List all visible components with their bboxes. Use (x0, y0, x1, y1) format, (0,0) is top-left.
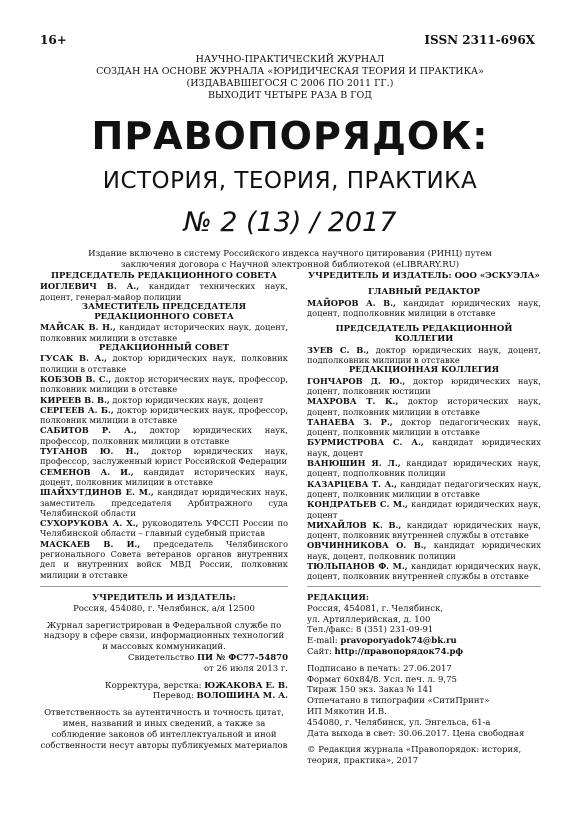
council-heading: РЕДАКЦИОННЫЙ СОВЕТ (98, 343, 230, 354)
issn: ISSN 2311-696X (424, 33, 535, 47)
council-member: СЕМЕНОВ А. И., кандидат исторических наук, доцент, полковник милиции в отставке (40, 466, 288, 487)
registration-note: Журнал зарегистрирован в Федеральной службе по надзору в сфере связи, информационных технологий и массовых коммуникаций. (43, 620, 285, 653)
journal-info-line: (ИЗДАВАВШЕГОСЯ С 2006 ПО 2011 ГГ.) (186, 78, 394, 89)
print-format: Формат 60x84/8. Усл. печ. л. 9,75 (307, 674, 457, 685)
deputy-chair: МАЙСАК В. Н., кандидат исторических наук, доцент, полковник милиции в отставке (40, 322, 288, 343)
council-member: МАСКАЕВ В. И., председатель Челябинского регионального Совета ветеранов органов внутренних дел и внутренних войск МВД России, полковник милиции в отставке (40, 538, 289, 580)
journal-info-line: ВЫХОДИТ ЧЕТЫРЕ РАЗА В ГОД (207, 90, 373, 101)
council-member: ГУСАК В. А., доктор юридических наук, полковник полиции в отставке (40, 353, 288, 374)
print-run: Тираж 150 экз. Заказ № 141 (307, 685, 434, 696)
editorial-address-1: Россия, 454081, г. Челябинск, (307, 603, 444, 614)
certificate: Свидетельство ПИ № ФС77-54870 (127, 652, 288, 663)
separator-line-left (40, 586, 288, 587)
chief-editor: МАЙОРОВ А. В., кандидат юридических наук, доцент, подполковник милиции в отставке (307, 297, 541, 318)
chief-editor-heading: ГЛАВНЫЙ РЕДАКТОР (368, 287, 480, 298)
editorial-site: Сайт: http://правопорядок74.рф (307, 646, 464, 657)
council-member: КИРЕЕВ В. В., доктор юридических наук, доцент (40, 394, 264, 405)
right-column (307, 271, 541, 582)
council-member: ШАЙХУТДИНОВ Е. М., кандидат юридических наук, заместитель председателя Арбитражного суда Челябинской области (40, 487, 288, 518)
copyright: © Редакция журнала «Правопорядок: история, теория, практика», 2017 (307, 745, 522, 767)
board-member: ОВЧИННИКОВА О. В., кандидат юридических наук, доцент, полковник полиции (307, 540, 541, 561)
left-column (40, 271, 288, 580)
board-member: ГОНЧАРОВ Д. Ю., доктор юридических наук, доцент, полковник юстиции (307, 375, 541, 396)
board-chair: ЗУЕВ С. В., доктор юридических наук, доцент, подполковник милиции в отставке (307, 344, 541, 366)
corrector: Корректура, верстка: ЮЖАКОВА Е. В. (105, 680, 288, 691)
email-link[interactable]: pravoporyadok74@bk.ru (340, 636, 457, 647)
board-member: КАЗАРЦЕВА Т. А., кандидат педагогических наук, доцент, полковник милиции в отставке (307, 478, 541, 499)
issue-number: № 2 (13) / 2017 (183, 207, 397, 238)
imprint-left (40, 593, 288, 751)
council-member: КОБЗОВ В. С., доктор исторических наук, профессор, полковник милиции в отставке (40, 373, 289, 395)
age-rating: 16+ (40, 33, 67, 47)
founder-address: Россия, 454080, г. Челябинск, а/я 12500 (73, 603, 255, 614)
index-note: Издание включено в систему Российского индекса научного цитирования (РИНЦ) путем заключения договора с Научной электронной библиотекой (eLIBRARY.RU) (88, 249, 492, 270)
council-member: ТУГАНОВ Ю. Н., доктор юридических наук, профессор, заслуженный юрист Российской Федерации (40, 446, 288, 467)
site-link[interactable]: http://правопорядок74.рф (334, 646, 464, 657)
council-member: СЕРГЕЕВ А. Б., доктор юридических наук, профессор, полковник милиции в отставке (40, 404, 288, 426)
printing-house: Отпечатано в типографии «СитиПринт» (307, 696, 490, 707)
printing-address: 454080, г. Челябинск, ул. Энгельса, 61-а (307, 717, 491, 728)
board-chair-heading: ПРЕДСЕДАТЕЛЬ РЕДАКЦИОННОЙ КОЛЛЕГИИ (335, 324, 513, 345)
founder-heading: УЧРЕДИТЕЛЬ И ИЗДАТЕЛЬ: ООО «ЭСКУЭЛА» (308, 271, 540, 281)
board-member: ТЮЛЬПАНОВ Ф. М., кандидат юридических наук, доцент, полковник внутренней службы в отставке (307, 561, 541, 582)
board-heading: РЕДАКЦИОННАЯ КОЛЛЕГИЯ (348, 365, 500, 376)
imprint-right (307, 593, 541, 767)
founder-address-heading: УЧРЕДИТЕЛЬ И ИЗДАТЕЛЬ: (92, 593, 236, 603)
board-member: МИХАЙЛОВ К. В., кандидат юридических наук, доцент, полковник внутренней службы в отставке (307, 519, 541, 541)
council-chair: ИОГЛЕВИЧ В. А., кандидат технических наук, доцент, генерал-майор полиции (40, 281, 288, 302)
editorial-address-2: ул. Артиллерийская, д. 100 (307, 614, 431, 625)
editorial-email: E-mail: pravoporyadok74@bk.ru (307, 636, 457, 647)
responsibility-note: Ответственность за аутентичность и точность цитат, имен, названий и иных сведений, а также за соблюдение законов об интеллектуальной и иной собственности несут авторы публикуемых материалов (40, 708, 288, 751)
board-member: МАХРОВА Т. К., доктор исторических наук, доцент, полковник милиции в отставке (307, 396, 541, 417)
board-member: БУРМИСТРОВА С. А., кандидат юридических наук, доцент (307, 437, 541, 458)
journal-info (0, 54, 580, 102)
deputy-heading: ЗАМЕСТИТЕЛЬ ПРЕДСЕДАТЕЛЯ РЕДАКЦИОННОГО СОВЕТА (81, 301, 247, 323)
certificate-date: от 26 июля 2013 г. (203, 663, 288, 674)
board-member: ТАНАЕВА З. Р., доктор педагогических наук, доцент, полковник милиции в отставке (307, 416, 541, 438)
journal-info-line: НАУЧНО-ПРАКТИЧЕСКИЙ ЖУРНАЛ (195, 54, 385, 65)
journal-title: ПРАВОПОРЯДОК: (91, 114, 489, 158)
council-chair-heading: ПРЕДСЕДАТЕЛЬ РЕДАКЦИОННОГО СОВЕТА (51, 271, 277, 281)
editorial-heading: РЕДАКЦИЯ: (307, 593, 369, 603)
signed-date: Подписано в печать: 27.06.2017 (307, 663, 452, 674)
journal-subtitle: ИСТОРИЯ, ТЕОРИЯ, ПРАКТИКА (102, 168, 478, 194)
board-member: ВАНЮШИН Я. Л., кандидат юридических наук, доцент, подполковник полиции (307, 458, 541, 479)
separator-line-right (307, 586, 541, 587)
translator: Перевод: ВОЛОШИНА М. А. (152, 691, 288, 702)
printing-ip: ИП Мякотин И.В. (307, 706, 387, 717)
editorial-phone: Тел./факс: 8 (351) 231-09-91 (307, 625, 434, 636)
council-member: СУХОРУКОВА А. Х., руководитель УФССП России по Челябинской области – главный судебный пристав (40, 518, 288, 539)
journal-info-line: СОЗДАН НА ОСНОВЕ ЖУРНАЛА «ЮРИДИЧЕСКАЯ ТЕОРИЯ И ПРАКТИКА» (96, 66, 484, 77)
release-date: Дата выхода в свет: 30.06.2017. Цена свободная (307, 728, 525, 739)
council-member: САБИТОВ Р. А., доктор юридических наук, профессор, полковник милиции в отставке (40, 425, 288, 446)
board-member: КОНДРАТЬЕВ С. М., кандидат юридических наук, доцент (307, 499, 541, 520)
